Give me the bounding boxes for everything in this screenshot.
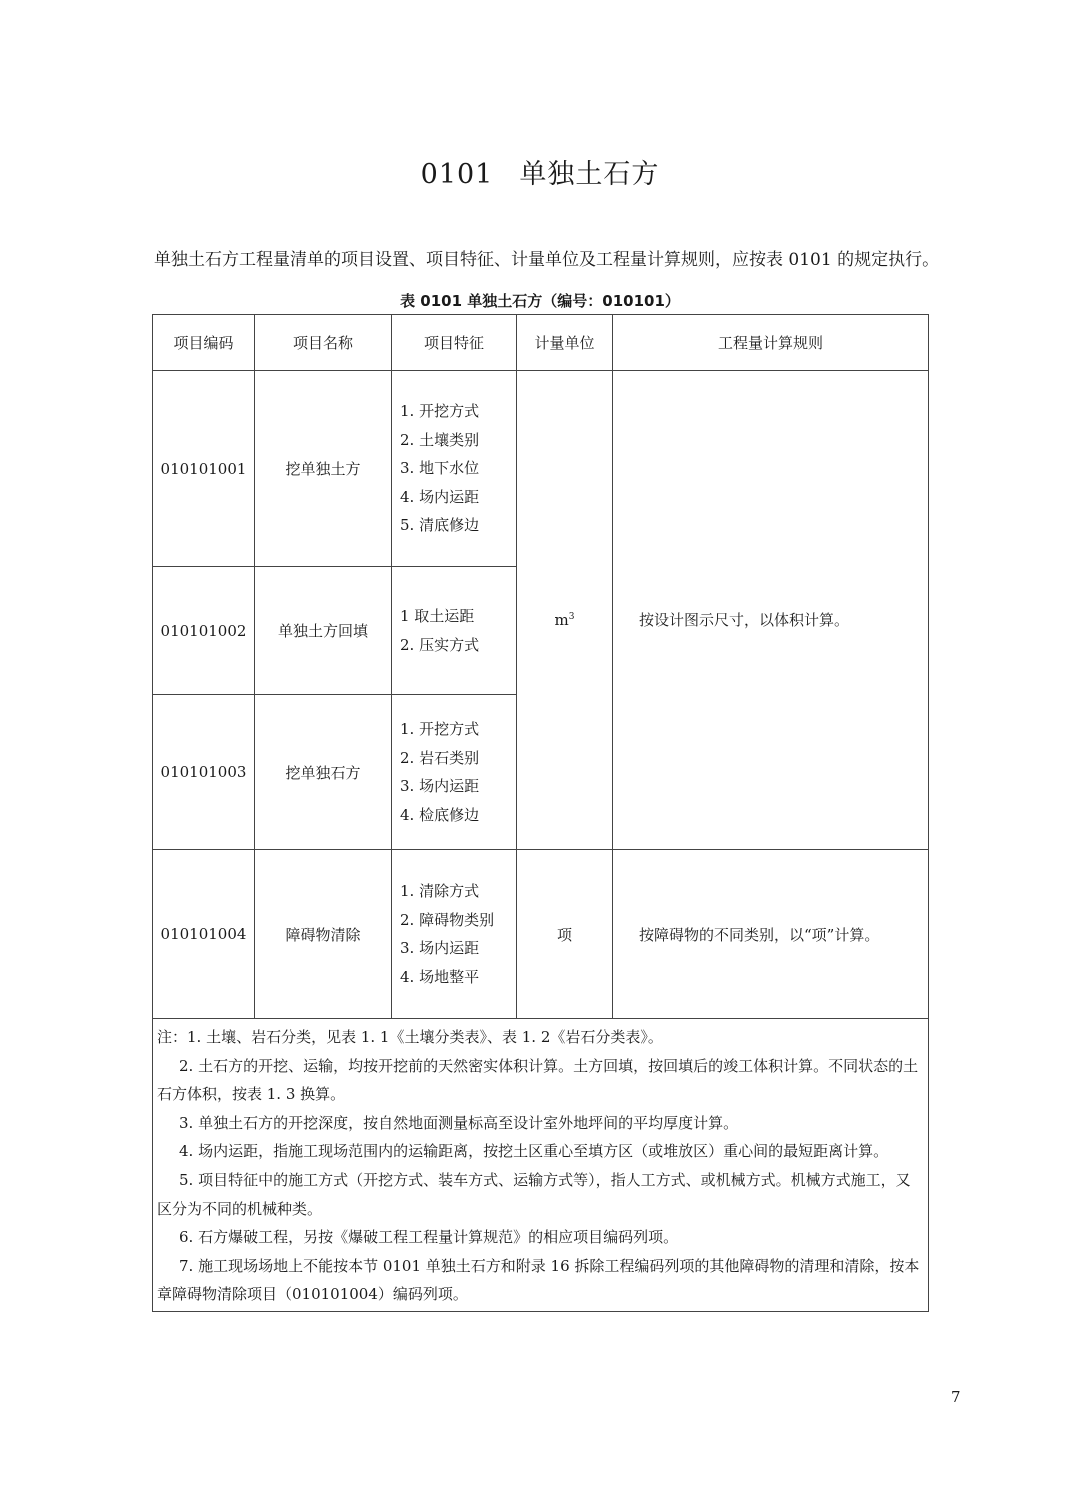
feature-line: 1. 清除方式 <box>400 882 480 900</box>
item-code: 010101001 <box>153 371 255 567</box>
note-item: 3. 单独土石方的开挖深度，按自然地面测量标高至设计室外地坪间的平均厚度计算。 <box>179 1113 739 1132</box>
notes-cell <box>153 1019 929 1312</box>
feature-line: 3. 场内运距 <box>400 777 480 795</box>
page-number: 7 <box>951 1388 961 1406</box>
header-features: 项目特征 <box>392 315 517 371</box>
item-features <box>392 567 517 695</box>
item-code: 010101002 <box>153 567 255 695</box>
feature-line: 2. 岩石类别 <box>400 748 480 767</box>
rule-cell <box>613 371 929 850</box>
notes-row <box>153 1019 929 1312</box>
header-unit: 计量单位 <box>517 315 613 371</box>
feature-line: 1. 开挖方式 <box>400 402 480 421</box>
item-features <box>392 850 517 1019</box>
header-rule: 工程量计算规则 <box>613 315 929 371</box>
section-name: 单独土石方 <box>519 159 660 190</box>
feature-line: 5. 清底修边 <box>400 516 480 535</box>
item-name: 挖单独土方 <box>255 371 392 567</box>
header-code: 项目编码 <box>153 315 255 371</box>
feature-line: 4. 检底修边 <box>400 805 480 824</box>
feature-line: 2. 压实方式 <box>400 635 480 654</box>
feature-line: 4. 场地整平 <box>400 967 480 986</box>
note-item: 注：1. 土壤、岩石分类，见表 1. 1《土壤分类表》、表 1. 2《岩石分类表》。 <box>157 1028 663 1046</box>
unit-volume: $m^3$ <box>554 611 575 629</box>
feature-line: 1. 开挖方式 <box>400 720 480 738</box>
feature-line: 3. 地下水位 <box>400 459 480 478</box>
header-row <box>153 315 929 371</box>
note-item: 2. 土石方的开挖、运输，均按开挖前的天然密实体积计算。土方回填，按回填后的竣工体积计算。不同状态的土石方体积，按表 1. 3 换算。 <box>157 1056 919 1104</box>
feature-line: 2. 障碍物类别 <box>400 910 495 929</box>
page-title <box>0 152 1080 191</box>
feature-line: 4. 场内运距 <box>400 487 480 506</box>
section-code: 0101 <box>420 159 494 190</box>
note-item: 6. 石方爆破工程，另按《爆破工程工程量计算规范》的相应项目编码列项。 <box>179 1228 679 1247</box>
item-features <box>392 371 517 567</box>
intro-paragraph: 单独土石方工程量清单的项目设置、项目特征、计量单位及工程量计算规则，应按表 0101 的规定执行。 <box>154 250 940 270</box>
note-item: 4. 场内运距，指施工现场范围内的运输距离，按挖土区重心至填方区（或堆放区）重心间的最短距离计算。 <box>179 1142 889 1161</box>
item-code: 010101004 <box>153 850 255 1019</box>
unit-cell <box>517 371 613 850</box>
note-item: 5. 项目特征中的施工方式（开挖方式、装车方式、运输方式等），指人工方式、或机械方式。机械方式施工，又区分为不同的机械种类。 <box>157 1170 911 1218</box>
item-name: 挖单独石方 <box>255 695 392 850</box>
item-name: 障碍物清除 <box>255 850 392 1019</box>
table-row <box>153 850 929 1019</box>
feature-line: 1 取土运距 <box>400 607 475 625</box>
rule-text: 按设计图示尺寸，以体积计算。 <box>639 611 850 629</box>
header-name: 项目名称 <box>255 315 392 371</box>
table-row <box>153 371 929 567</box>
item-unit: 项 <box>517 850 613 1019</box>
spec-table <box>152 314 929 1312</box>
item-features <box>392 695 517 850</box>
note-item: 7. 施工现场场地上不能按本节 0101 单独土石方和附录 16 拆除工程编码列项的其他障碍物的清理和清除，按本章障碍物清除项目（010101004）编码列项。 <box>157 1256 920 1304</box>
feature-line: 3. 场内运距 <box>400 939 480 957</box>
feature-line: 2. 土壤类别 <box>400 430 480 449</box>
item-code: 010101003 <box>153 695 255 850</box>
item-name: 单独土方回填 <box>255 567 392 695</box>
item-rule: 按障碍物的不同类别，以“项”计算。 <box>613 850 929 1019</box>
table-caption: 表 0101 单独土石方（编号：010101） <box>400 292 680 310</box>
